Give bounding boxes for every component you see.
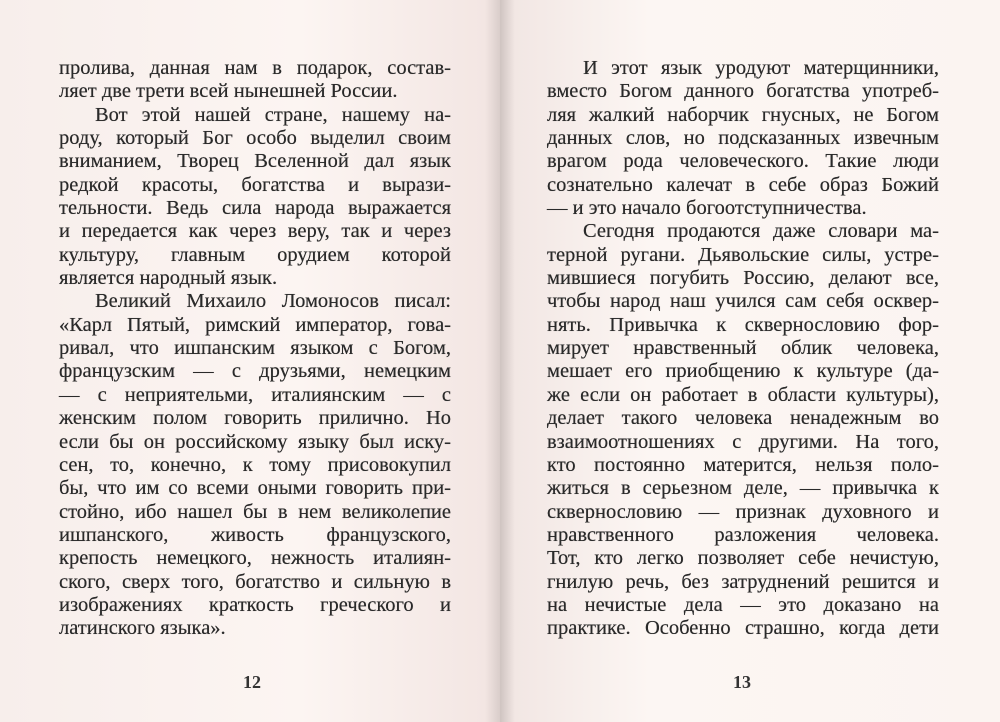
text-line: сквернословию — признак духовного и [547, 500, 939, 523]
text-line: практике. Особенно страшно, когда дети [547, 617, 939, 640]
text-line: ривал, что ишпанским языком с Богом, [59, 337, 451, 360]
text-line: ишпанского, живость французского, [59, 523, 451, 546]
text-line: крепость немецкого, нежность италиян- [59, 547, 451, 570]
right-page [500, 0, 1000, 722]
text-line: вместо Богом данного богатства употреб- [547, 80, 939, 103]
text-line: Сегодня продаются даже словари ма- [583, 220, 939, 243]
page-number: 13 [733, 672, 751, 692]
text-line: является народный язык. [59, 267, 278, 290]
text-line: ского, сверх того, богатство и сильную в [59, 570, 451, 593]
text-line: роду, который Бог особо выделил своим [59, 127, 451, 150]
text-line: врагом рода человеческого. Такие люди [547, 150, 939, 173]
text-line: терной ругани. Дьявольские силы, устре- [547, 243, 939, 266]
text-line: житься в серьезном деле, — привычка к [547, 477, 939, 500]
text-line: «Карл Пятый, римский император, гова- [59, 313, 451, 336]
text-line: пролива, данная нам в подарок, состав- [59, 57, 451, 79]
text-line: И этот язык уродуют матерщинники, [583, 57, 939, 79]
text-line: редкой красоты, богатства и вырази- [59, 173, 451, 196]
text-line: нравственного разложения человека. [547, 523, 939, 546]
text-line: французским — с друзьями, немецким [59, 360, 451, 383]
text-line: бы, что им со всеми оными говорить при- [59, 477, 451, 500]
text-line: мирует нравственный облик человека, [547, 337, 939, 360]
text-line: чтобы народ наш учился сам себя осквер- [547, 290, 939, 313]
text-line: на нечистые дела — это доказано на [547, 593, 939, 616]
left-page-text [59, 57, 451, 641]
text-line: мешает его приобщению к культуре (да- [547, 360, 939, 383]
text-line: — с неприятельми, италиянским — с [59, 383, 451, 406]
text-line: мившиеся погубить Россию, делают все, [547, 267, 939, 290]
right-page-text [547, 57, 939, 641]
text-line: же если он работает в области культуры), [547, 383, 939, 406]
text-line: данных слов, но подсказанных извечным [547, 127, 939, 150]
text-line: сен, то, конечно, к тому присовокупил [59, 453, 451, 476]
text-line: латинского языка». [59, 617, 226, 640]
text-line: сознательно калечат в себе образ Божий [547, 173, 939, 196]
text-line: Великий Михаило Ломоносов писал: [95, 290, 451, 313]
text-line: если бы он российскому языку был иску- [59, 430, 451, 453]
page-number: 12 [243, 672, 261, 692]
text-line: изображениях краткость греческого и [59, 593, 451, 616]
text-line: вниманием, Творец Вселенной дал язык [59, 150, 451, 173]
text-line: гнилую речь, без затруднений решится и [547, 570, 939, 593]
text-line: стойно, ибо нашел бы в нем великолепие [59, 500, 451, 523]
text-line: — и это начало богоотступничества. [547, 197, 867, 220]
text-line: тельности. Ведь сила народа выражается [59, 197, 451, 220]
text-line: культуру, главным орудием которой [59, 243, 451, 266]
text-line: кто постоянно матерится, нельзя поло- [547, 453, 939, 476]
text-line: делает такого человека ненадежным во [547, 407, 939, 430]
text-line: Вот этой нашей стране, нашему на- [95, 103, 451, 126]
text-line: нять. Привычка к сквернословию фор- [547, 313, 939, 336]
text-line: Тот, кто легко позволяет себе нечистую, [547, 547, 939, 570]
text-line: ляет две трети всей нынешней России. [59, 80, 398, 103]
text-line: женским полом говорить прилично. Но [59, 407, 451, 430]
text-line: взаимоотношениях с другими. На того, [547, 430, 939, 453]
text-line: и передается как через веру, так и через [59, 220, 451, 243]
text-line: ляя жалкий наборчик гнусных, не Богом [547, 103, 939, 126]
